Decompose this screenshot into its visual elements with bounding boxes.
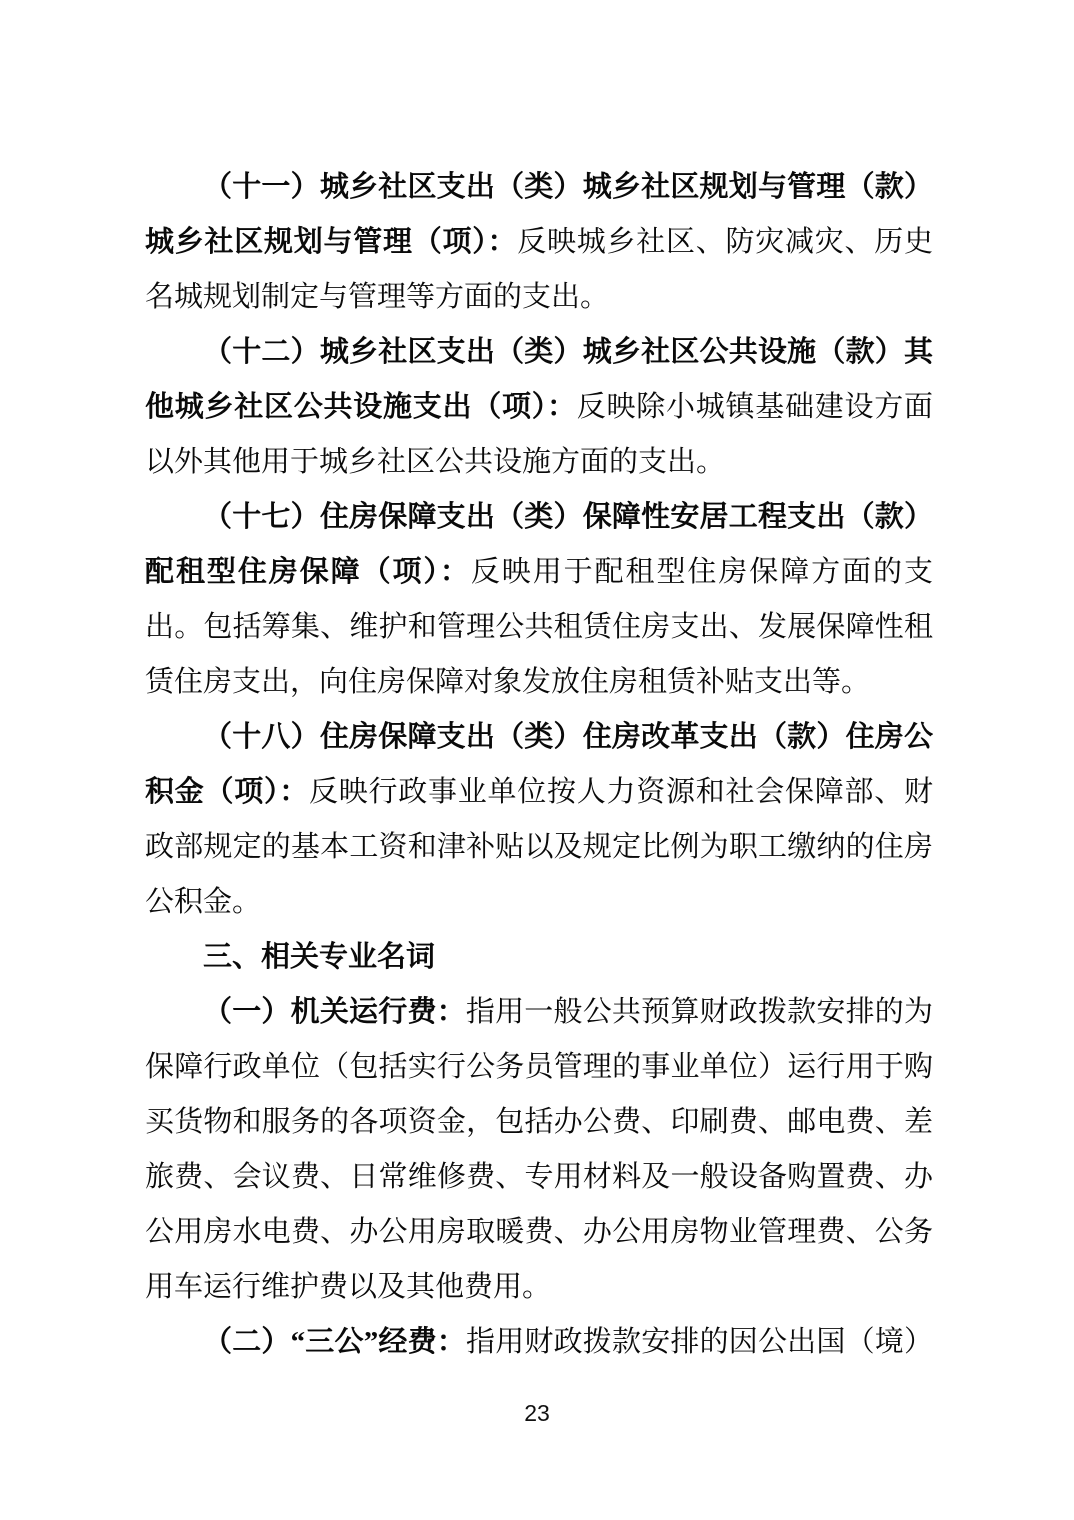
paragraph-term-three-public-funds <box>145 1315 933 1370</box>
paragraph-item-18-lead: （十八）住房保障支出（类）住房改革支出（款）住房公积金（项）： <box>145 721 933 808</box>
paragraph-item-17-lead: （十七）住房保障支出（类）保障性安居工程支出（款）配租型住房保障（项）： <box>145 501 933 588</box>
paragraph-term-agency-operating-cost-body: 指用一般公共预算财政拨款安排的为保障行政单位（包括实行公务员管理的事业单位）运行用于购买货物和服务的各项资金，包括办公费、印刷费、邮电费、差旅费、会议费、日常维修费、专用材料及一般设备购置费、办公用房水电费、办公用房取暖费、办公用房物业管理费、公务用车运行维护费以及其他费用。 <box>145 996 933 1303</box>
paragraph-item-12-lead: （十二）城乡社区支出（类）城乡社区公共设施（款）其他城乡社区公共设施支出（项）： <box>145 336 933 423</box>
paragraph-item-12 <box>145 325 933 490</box>
paragraph-item-11-body: 反映城乡社区、防灾减灾、历史名城规划制定与管理等方面的支出。 <box>145 226 933 313</box>
paragraph-item-17 <box>145 490 933 710</box>
paragraph-term-three-public-funds-body: 指用财政拨款安排的因公出国（境） <box>466 1326 933 1358</box>
paragraph-term-three-public-funds-lead: （二）“三公”经费： <box>203 1326 466 1358</box>
page-number: 23 <box>524 1400 550 1426</box>
paragraph-item-11-lead: （十一）城乡社区支出（类）城乡社区规划与管理（款）城乡社区规划与管理（项）： <box>145 171 933 258</box>
paragraph-term-agency-operating-cost-lead: （一）机关运行费： <box>203 996 466 1028</box>
paragraph-item-18 <box>145 710 933 930</box>
paragraph-item-12-body: 反映除小城镇基础建设方面以外其他用于城乡社区公共设施方面的支出。 <box>145 391 933 478</box>
document-content <box>145 160 933 1370</box>
paragraph-item-18-body: 反映行政事业单位按人力资源和社会保障部、财政部规定的基本工资和津补贴以及规定比例为职工缴纳的住房公积金。 <box>145 776 933 918</box>
paragraph-item-11 <box>145 160 933 325</box>
paragraph-item-17-body: 反映用于配租型住房保障方面的支出。包括筹集、维护和管理公共租赁住房支出、发展保障性租赁住房支出，向住房保障对象发放住房租赁补贴支出等。 <box>145 556 933 698</box>
section-heading: 三、相关专业名词 <box>203 941 436 973</box>
paragraph-term-agency-operating-cost <box>145 985 933 1315</box>
